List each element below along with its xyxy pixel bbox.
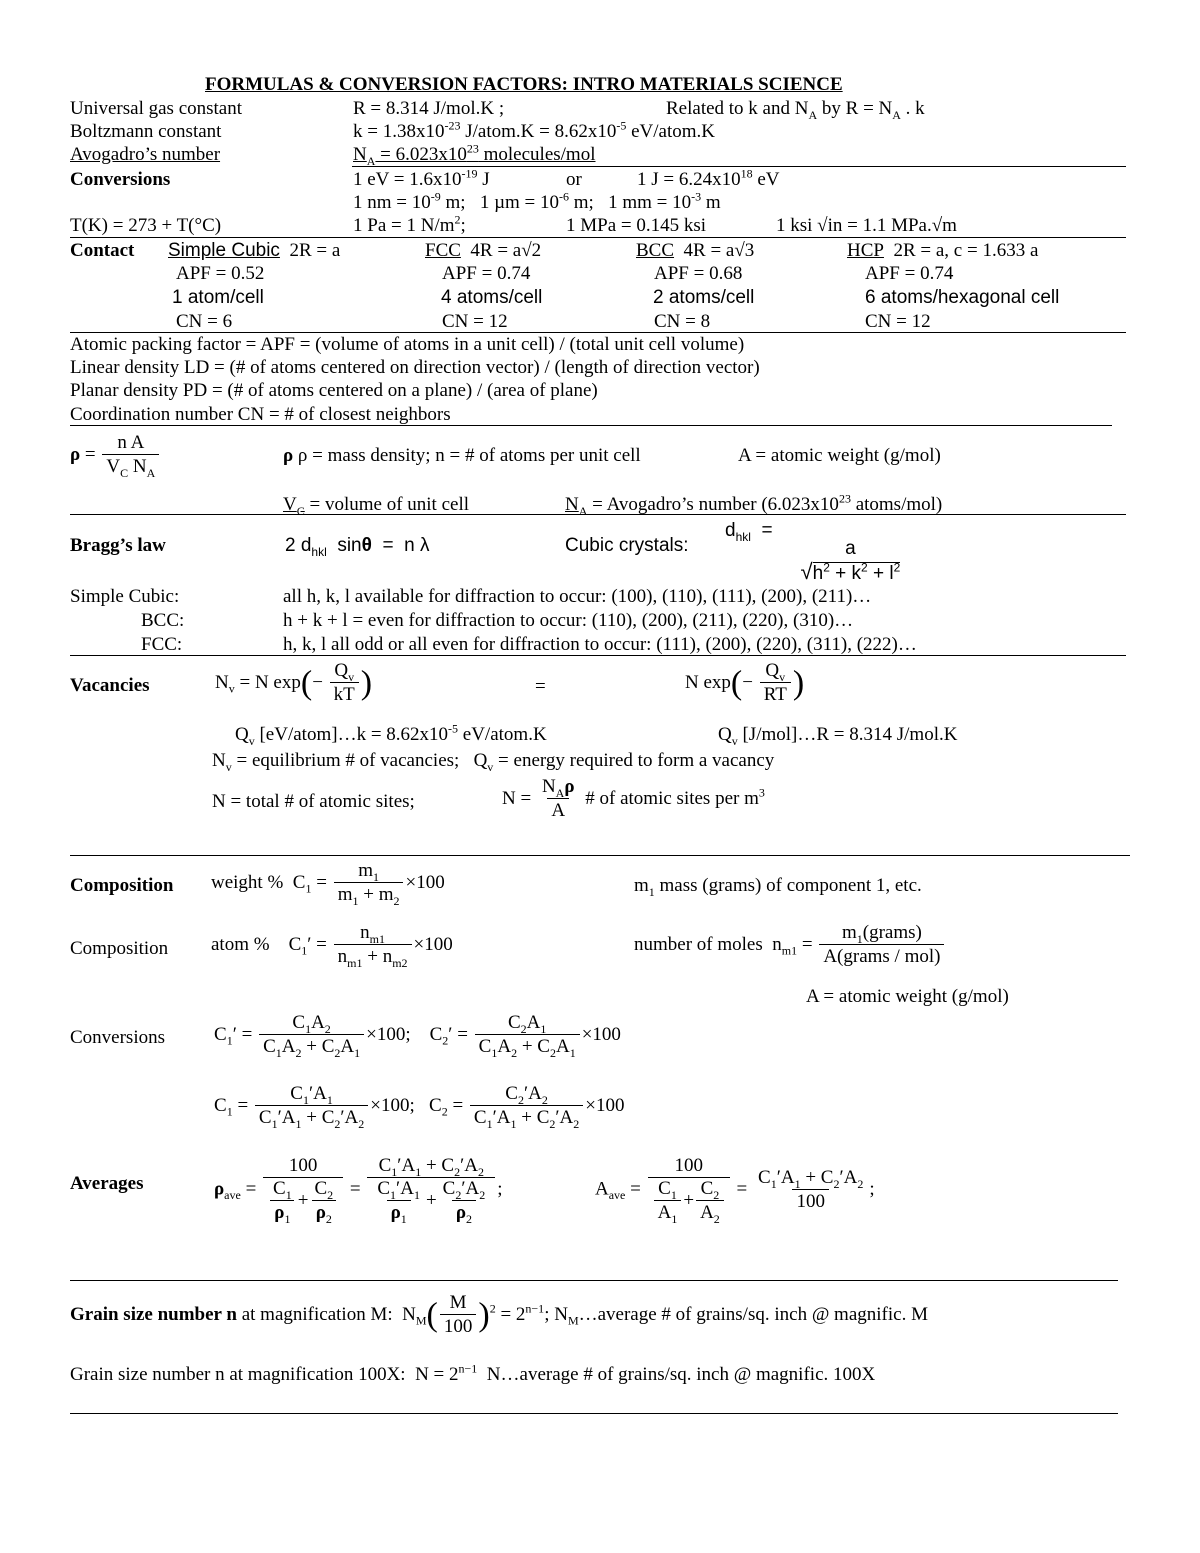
- definition-ld: Linear density LD = (# of atoms centered on direction vector) / (length of direction vector): [70, 357, 760, 378]
- grain-size-100x: Grain size number n at magnification 100X: $N = 2^{n-1}$ N…average # of grains/sq. inch @ magnific. 100X: [70, 1361, 876, 1385]
- average-weight: $A_{ave}$ = 100 $\frac{C_1}{A_1}$ + $\frac{C_2}{A_2}$ = $\frac{C_1'A_1 + C_2'A_2}{100}$ ;: [595, 1155, 875, 1226]
- cn-sc: CN = 6: [176, 311, 233, 332]
- conversion-temp: T(K) = 273 + T(°C): [70, 215, 222, 236]
- density-formula: ρ = $\frac{\text{n A}}{V_C N_A}$: [70, 432, 161, 479]
- definition-pd: Planar density PD = (# of atoms centered on a plane) / (area of plane): [70, 380, 598, 401]
- bragg-cubic-label: Cubic crystals:: [565, 535, 689, 556]
- qv-ev: $Q_v$ [eV/atom]…k = $8.62x10^{-5}$ eV/atom.K: [235, 721, 547, 748]
- conversions-label: Conversions: [70, 169, 171, 190]
- atomic-weight-desc: A = atomic weight (g/mol): [806, 986, 1009, 1007]
- fcc-text: h, k, l all odd or all even for diffraction to occur: (111), (200), (220), (311), (222)…: [283, 634, 917, 655]
- grain-size-m: Grain size number n at magnification M: $N_M$( $\frac{M}{100}$ )$^2 = 2^{n-1}$; $N_M\dots average$ # of grains/sq. inch @ magnific. M: [70, 1292, 928, 1337]
- equals-sign: =: [535, 676, 546, 697]
- contact-sc: Simple Cubic 2R = a: [168, 240, 341, 261]
- density-vc: $V_C$ = volume of unit cell: [283, 494, 470, 518]
- cell-hcp: 6 atoms/hexagonal cell: [865, 287, 1060, 308]
- cell-fcc: 4 atoms/cell: [441, 287, 543, 308]
- vacancies-label: Vacancies: [70, 675, 150, 696]
- conversion-formula-1: $C_1'$ = $\frac{C_1A_2}{C_1A_2 + C_2A_1}$ ×100; $C_2'$ = $\frac{C_2A_1}{C_1A_2 + C_2A_1}$ ×100: [214, 1012, 621, 1060]
- bragg-label: Bragg’s law: [70, 535, 166, 556]
- sc-text: all h, k, l available for diffraction to occur: (100), (110), (111), (200), (211)…: [283, 586, 872, 607]
- apf-bcc: APF = 0.68: [654, 263, 743, 284]
- conversion-ksi: 1 ksi √in = 1.1 MPa.√m: [776, 215, 957, 236]
- vacancy-formula-r: N exp(− $\frac{Q_v}{RT}$ ): [685, 660, 805, 705]
- conversion-lengths: 1 nm = $10^{-9}$ m; 1 $\mu m = 10^{-6}$ m; 1 mm = $10^{-3}$ m: [353, 189, 721, 213]
- n-desc: N = total # of atomic sites;: [212, 791, 415, 812]
- definition-apf: Atomic packing factor = APF = (volume of atoms in a unit cell) / (total unit cell volume): [70, 334, 745, 355]
- weight-formula: weight % $C_1$ = $\frac{m_1}{m_1 + m_2}$ ×100: [211, 860, 445, 908]
- apf-hcp: APF = 0.74: [865, 263, 954, 284]
- cell-sc: 1 atom/cell: [172, 287, 264, 308]
- cn-hcp: CN = 12: [865, 311, 931, 332]
- density-na: $N_A$ = Avogadro’s number ($6.023x10^{23}$ atoms/mol): [565, 491, 943, 518]
- vacancy-formula-k: $N_v = N$ exp(− $\frac{Q_v}{kT}$ ): [215, 660, 373, 705]
- constant-value: R = 8.314 J/mol.K ;: [353, 98, 505, 119]
- contact-label: Contact: [70, 240, 135, 261]
- constant-value: $N_A = 6.023x10^{23}$ molecules/mol: [353, 141, 596, 168]
- conversion-formula-2: $C_1$ = $\frac{C_1'A_1}{C_1'A_1 + C_2'A_2}$ ×100; $C_2$ = $\frac{C_2'A_2}{C_1'A_1 + C_2'A_2}$ ×100: [214, 1083, 625, 1131]
- page-title: FORMULAS & CONVERSION FACTORS: INTRO MATERIALS SCIENCE: [205, 74, 843, 95]
- mass-desc: $m_1$ mass (grams) of component 1, etc.: [634, 875, 922, 899]
- constant-name: Boltzmann constant: [70, 121, 222, 142]
- contact-hcp: HCP 2R = a, c = 1.633 a: [847, 240, 1039, 261]
- constant-value: $k = 1.38x10^{-23}$ J/atom.K = $8.62x10^{-5}$ eV/atom.K: [353, 118, 715, 142]
- moles-formula: number of moles $n_{m1}$ = $\frac{m_1(grams)}{\text{A(grams / mol)}}$: [634, 922, 946, 969]
- apf-sc: APF = 0.52: [176, 263, 265, 284]
- conversion-j: 1 $J = 6.24x10^{18}$ eV: [637, 166, 780, 190]
- qv-j: $Q_v$ [J/mol]…R = 8.314 J/mol.K: [718, 724, 958, 748]
- cn-fcc: CN = 12: [442, 311, 508, 332]
- contact-fcc: FCC 4R = a√2: [425, 240, 542, 261]
- density-desc: ρ ρ = mass density; n = # of atoms per unit cell: [283, 445, 641, 466]
- density-aw: A = atomic weight (g/mol): [738, 445, 941, 466]
- average-density: $\rho_{ave}$ = 100 $\frac{C_1}{\rho_1}$ + $\frac{C_2}{\rho_2}$ = $C_1'A_1 + C_2'A_2$ $\frac{C_1'A_1}{\rho_1}$ + $\frac{C_2'A_2}{\rho_2}$ ;: [214, 1155, 503, 1226]
- atom-formula: atom % $C_1'$ = $\frac{n_{m1}}{n_{m1} + n_{m2}}$ ×100: [211, 922, 453, 970]
- bcc-text: h + k + l = even for diffraction to occur: (110), (200), (211), (220), (310)…: [283, 610, 854, 631]
- conversion-or: or: [566, 169, 582, 190]
- conversion-ev: 1 eV = $1.6x10^{-19}$ J: [353, 166, 490, 190]
- cn-bcc: CN = 8: [654, 311, 711, 332]
- fcc-label: FCC:: [141, 634, 183, 655]
- n-formula: N = $\frac{N_A\rho}{A}$ # of atomic sites per $m^3$: [502, 776, 765, 821]
- averages-label: Averages: [70, 1173, 144, 1194]
- bragg-formula: 2 $d_{hkl}$ sinθ = n λ: [285, 535, 430, 559]
- conversion-pa: 1 Pa = 1 $N/m^2$;: [353, 212, 466, 236]
- constant-relation: Related to k and $N_A$ by $R = N_A$ . k: [666, 98, 925, 122]
- composition-label-atom: Composition: [70, 938, 169, 959]
- conversions-label-2: Conversions: [70, 1027, 165, 1048]
- cell-bcc: 2 atoms/cell: [653, 287, 755, 308]
- nv-desc: $N_v$ = equilibrium # of vacancies; $Q_v$ = energy required to form a vacancy: [212, 750, 775, 774]
- constant-name: Avogadro’s number: [70, 144, 221, 165]
- constant-name: Universal gas constant: [70, 98, 243, 119]
- composition-label: Composition: [70, 875, 174, 896]
- bragg-cubic-formula: $d_{hkl}$ = a $√h^2 + k^2 + l^2$: [725, 520, 901, 584]
- bcc-label: BCC:: [141, 610, 185, 631]
- apf-fcc: APF = 0.74: [442, 263, 531, 284]
- sc-label: Simple Cubic:: [70, 586, 180, 607]
- definition-cn: Coordination number CN = # of closest neighbors: [70, 404, 451, 425]
- conversion-mpa: 1 MPa = 0.145 ksi: [566, 215, 707, 236]
- contact-bcc: BCC 4R = a√3: [636, 240, 755, 261]
